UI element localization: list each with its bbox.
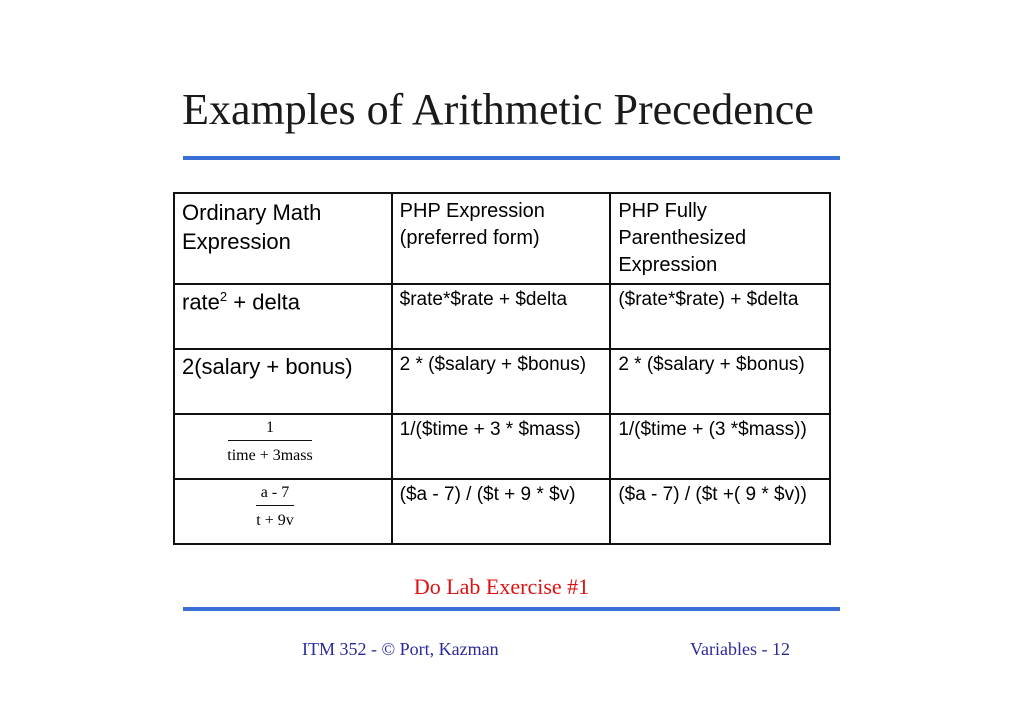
header-php-fully-parenthesized: PHP Fully Parenthesized Expression bbox=[610, 193, 830, 284]
fraction-numerator: a - 7 bbox=[260, 484, 290, 501]
footer-course-credit: ITM 352 - © Port, Kazman bbox=[302, 639, 499, 659]
footer-divider bbox=[183, 607, 840, 611]
lab-exercise-note: Do Lab Exercise #1 bbox=[413, 574, 590, 599]
fraction-numerator: 1 bbox=[266, 419, 274, 436]
math-expression-cell: 2(salary + bonus) bbox=[174, 349, 392, 414]
title-divider bbox=[183, 156, 840, 160]
table-row bbox=[174, 479, 830, 544]
fraction-bar bbox=[228, 440, 312, 441]
fraction-denominator: t + 9v bbox=[256, 512, 294, 529]
math-expression-cell bbox=[174, 284, 392, 349]
php-expression-cell: 2 * ($salary + $bonus) bbox=[392, 349, 611, 414]
table-row bbox=[174, 284, 830, 349]
footer-slide-number: Variables - 12 bbox=[690, 639, 790, 659]
precedence-table bbox=[173, 192, 831, 545]
table-header-row bbox=[174, 193, 830, 284]
php-full-cell: ($rate*$rate) + $delta bbox=[610, 284, 830, 349]
math-exponent: 2 bbox=[219, 289, 228, 304]
slide-title: Examples of Arithmetic Precedence bbox=[182, 85, 814, 134]
header-php-expression: PHP Expression (preferred form) bbox=[392, 193, 611, 284]
fraction bbox=[210, 419, 330, 465]
php-full-cell: ($a - 7) / ($t +( 9 * $v)) bbox=[610, 479, 830, 544]
table-row bbox=[174, 414, 830, 479]
math-expression-cell bbox=[174, 479, 392, 544]
fraction-denominator: time + 3mass bbox=[227, 447, 313, 464]
table-row bbox=[174, 349, 830, 414]
fraction-bar bbox=[256, 505, 294, 506]
math-rest: + delta bbox=[227, 289, 300, 315]
php-expression-cell: ($a - 7) / ($t + 9 * $v) bbox=[392, 479, 611, 544]
php-expression-cell: 1/($time + 3 * $mass) bbox=[392, 414, 611, 479]
fraction bbox=[230, 484, 320, 530]
php-full-cell: 2 * ($salary + $bonus) bbox=[610, 349, 830, 414]
math-base: rate bbox=[182, 289, 220, 315]
php-full-cell: 1/($time + (3 *$mass)) bbox=[610, 414, 830, 479]
math-expression-cell bbox=[174, 414, 392, 479]
php-expression-cell: $rate*$rate + $delta bbox=[392, 284, 611, 349]
header-ordinary-math: Ordinary Math Expression bbox=[174, 193, 392, 284]
